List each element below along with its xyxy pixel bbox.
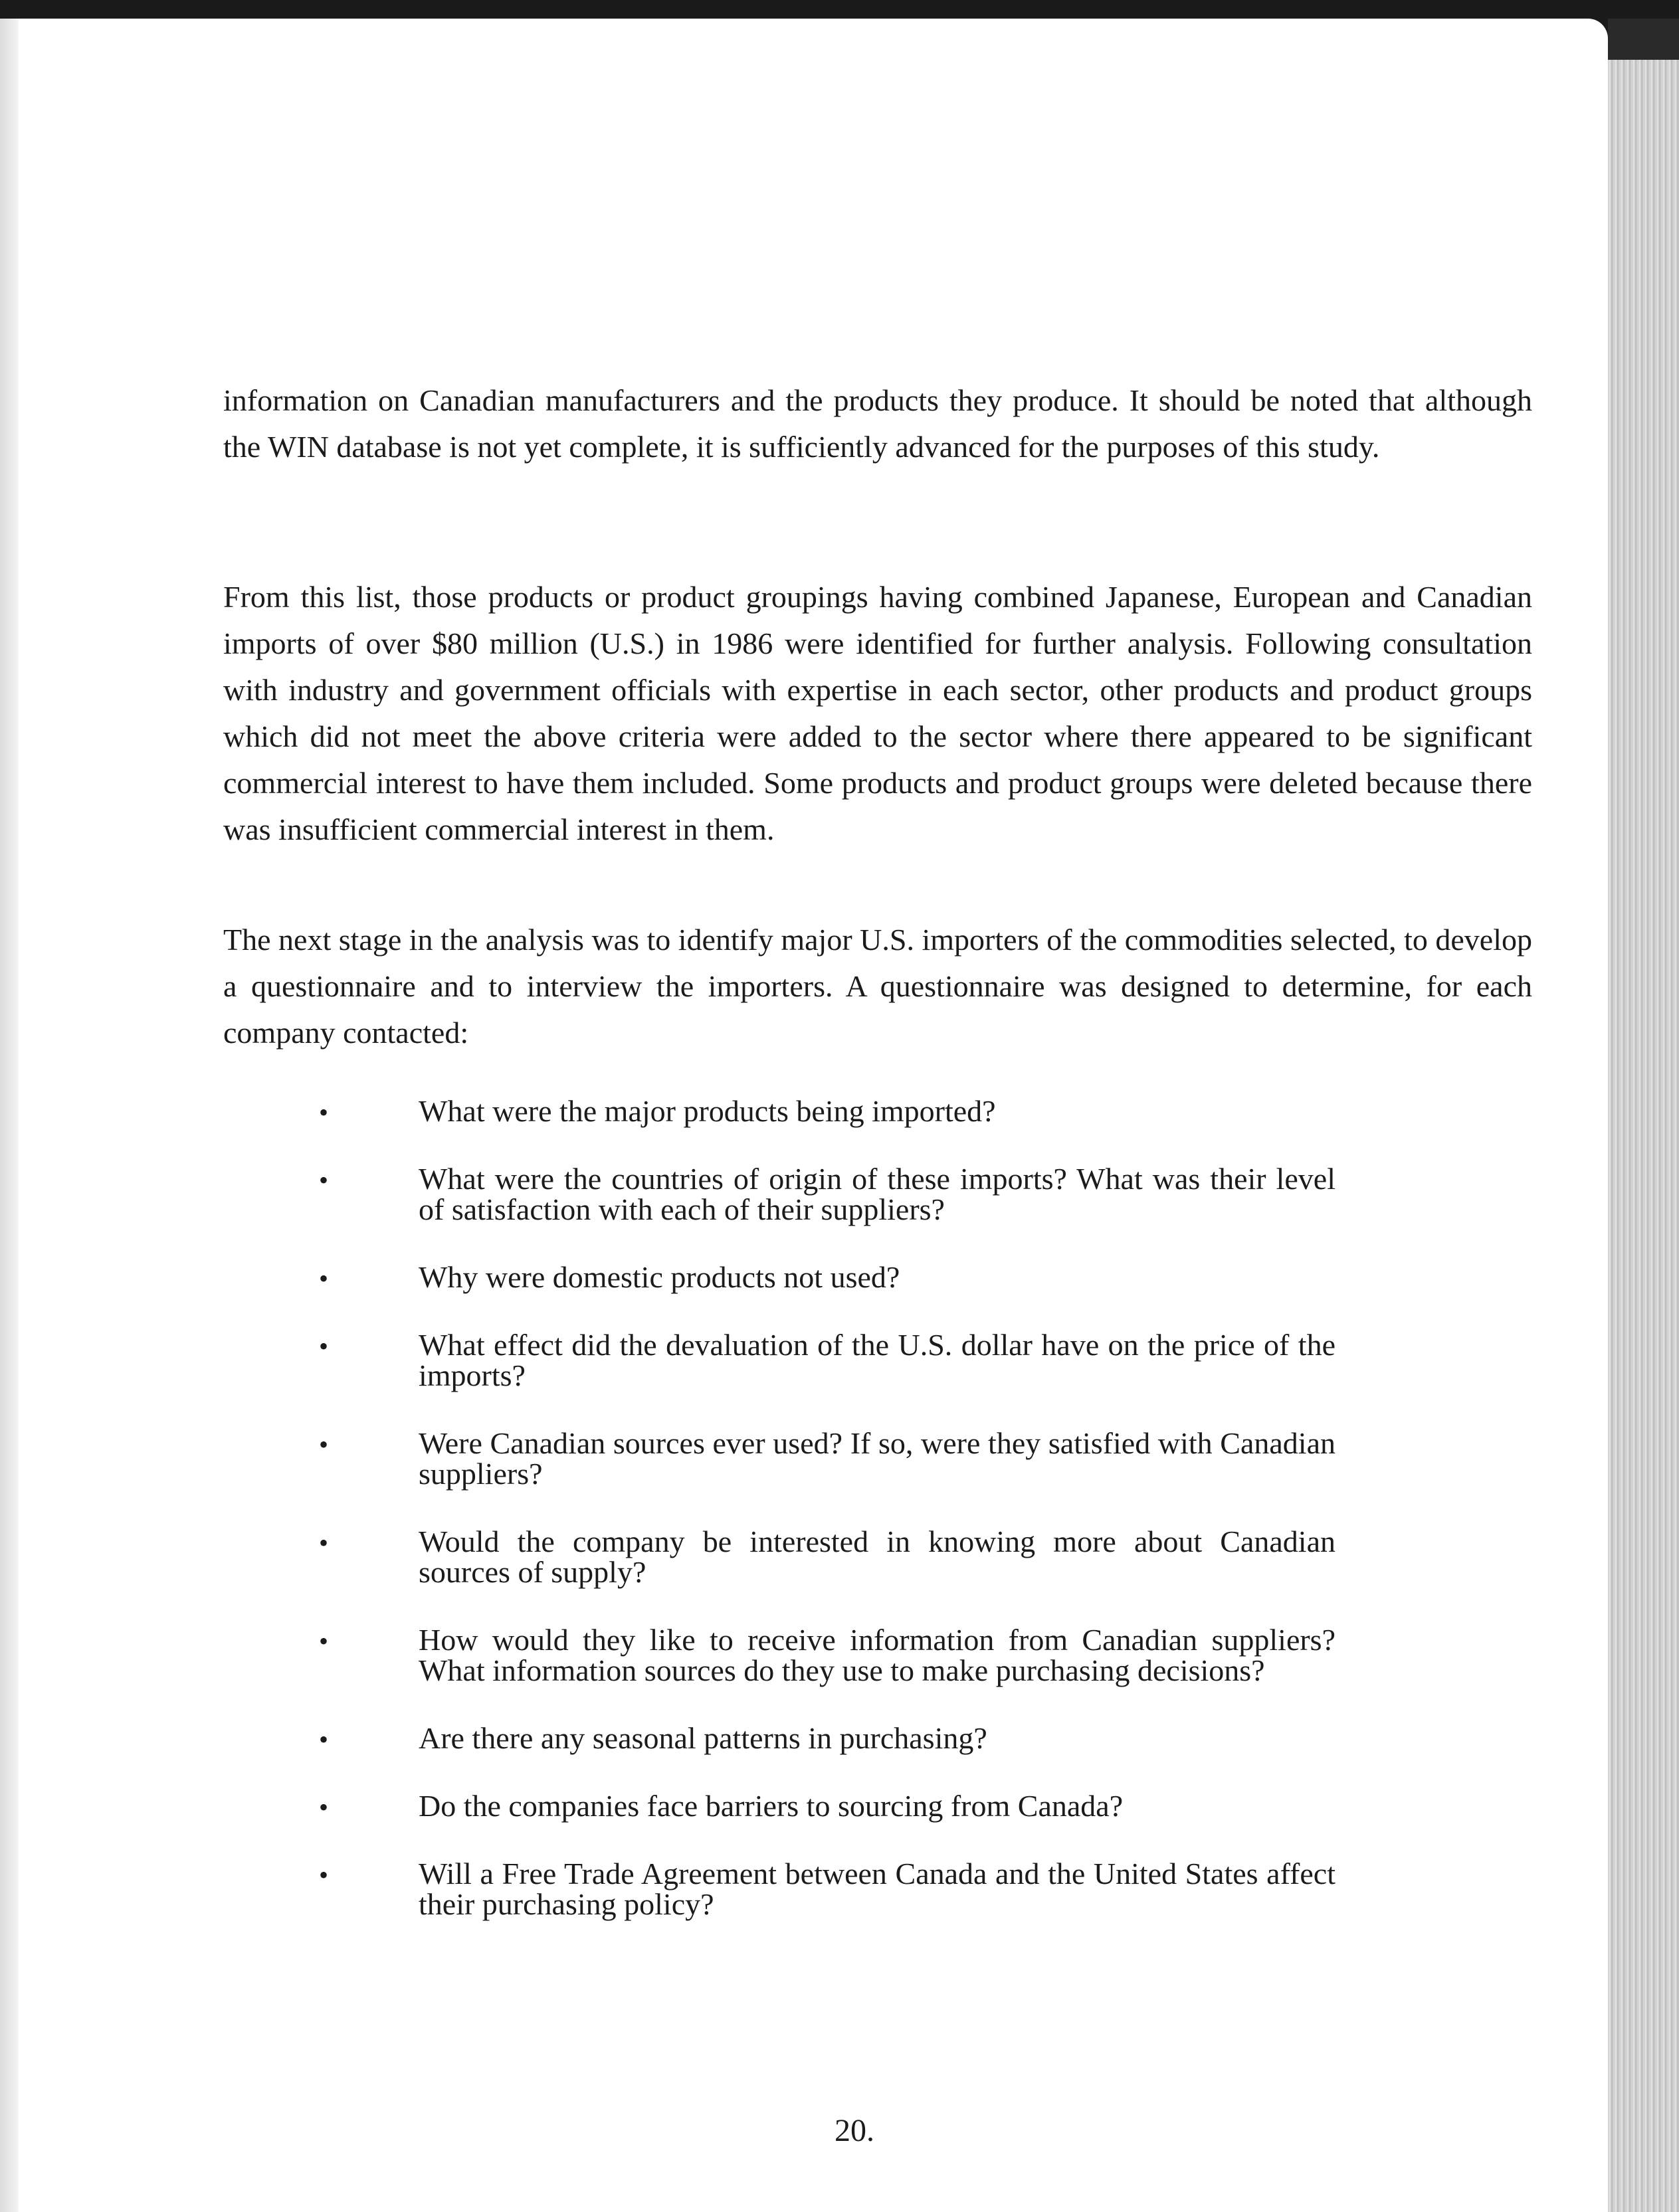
question-text: Do the companies face barriers to sourcing from Canada? [419, 1789, 1124, 1823]
list-item [312, 1330, 1335, 1391]
question-list [312, 1096, 1335, 1957]
scan-left-margin [0, 19, 19, 2212]
document-page [0, 19, 1608, 2212]
bullet-icon: • [319, 1097, 329, 1127]
bullet-icon: • [319, 1165, 329, 1195]
paragraph-selection [223, 574, 1532, 853]
paragraph-3-text: The next stage in the analysis was to identify major U.S. importers of the commodities selected, to develop a questionnaire and to interview the importers. A questionnaire was designed to determine, for each company contacted: [223, 923, 1532, 1050]
question-text: Would the company be interested in knowing more about Canadian sources of supply? [419, 1524, 1335, 1589]
bullet-icon: • [319, 1792, 329, 1822]
bullet-icon: • [319, 1263, 329, 1293]
question-text: How would they like to receive information from Canadian suppliers? What information sources do they use to make purchasing decisions? [419, 1623, 1335, 1687]
list-item [312, 1791, 1335, 1821]
paragraph-2-text: From this list, those products or product groupings having combined Japanese, European and Canadian imports of over $80 million (U.S.) in 1986 were identified for further analysis. Following consultation with industry and government officials with expertise in each sector, other products and product groups which did not meet the above criteria were added to the sector where there appeared to be significant commercial interest to have them included. Some products and product groups were deleted because there was insufficient commercial interest in them. [223, 580, 1532, 846]
list-item [312, 1262, 1335, 1293]
question-text: Why were domestic products not used? [419, 1260, 900, 1294]
list-item [312, 1164, 1335, 1225]
question-text: What were the major products being imported? [419, 1094, 996, 1128]
bullet-icon: • [319, 1626, 329, 1656]
question-text: What effect did the devaluation of the U.S. dollar have on the price of the imports? [419, 1328, 1335, 1392]
bullet-icon: • [319, 1528, 329, 1558]
page-stack-edge [1608, 60, 1679, 2212]
list-item [312, 1859, 1335, 1920]
question-text: Were Canadian sources ever used? If so, were they satisfied with Canadian suppliers? [419, 1426, 1335, 1491]
scan-corner-shadow [1608, 19, 1679, 60]
list-item [312, 1723, 1335, 1754]
bullet-icon: • [319, 1860, 329, 1890]
question-text: Will a Free Trade Agreement between Canada and the United States affect their purchasing policy? [419, 1857, 1335, 1921]
list-item [312, 1096, 1335, 1127]
question-text: What were the countries of origin of these imports? What was their level of satisfaction with each of their suppliers? [419, 1162, 1335, 1226]
paragraph-intro [223, 377, 1532, 470]
list-item [312, 1428, 1335, 1489]
bullet-icon: • [319, 1724, 329, 1754]
list-item [312, 1526, 1335, 1588]
page-number: 20. [835, 2113, 874, 2148]
bullet-icon: • [319, 1429, 329, 1459]
question-text: Are there any seasonal patterns in purchasing? [419, 1721, 987, 1755]
paragraph-1-text: information on Canadian manufacturers and the products they produce. It should be noted that although the WIN database is not yet complete, it is sufficiently advanced for the purposes of this study. [223, 383, 1532, 464]
paragraph-questionnaire [223, 917, 1532, 1056]
list-item [312, 1625, 1335, 1686]
bullet-icon: • [319, 1331, 329, 1361]
